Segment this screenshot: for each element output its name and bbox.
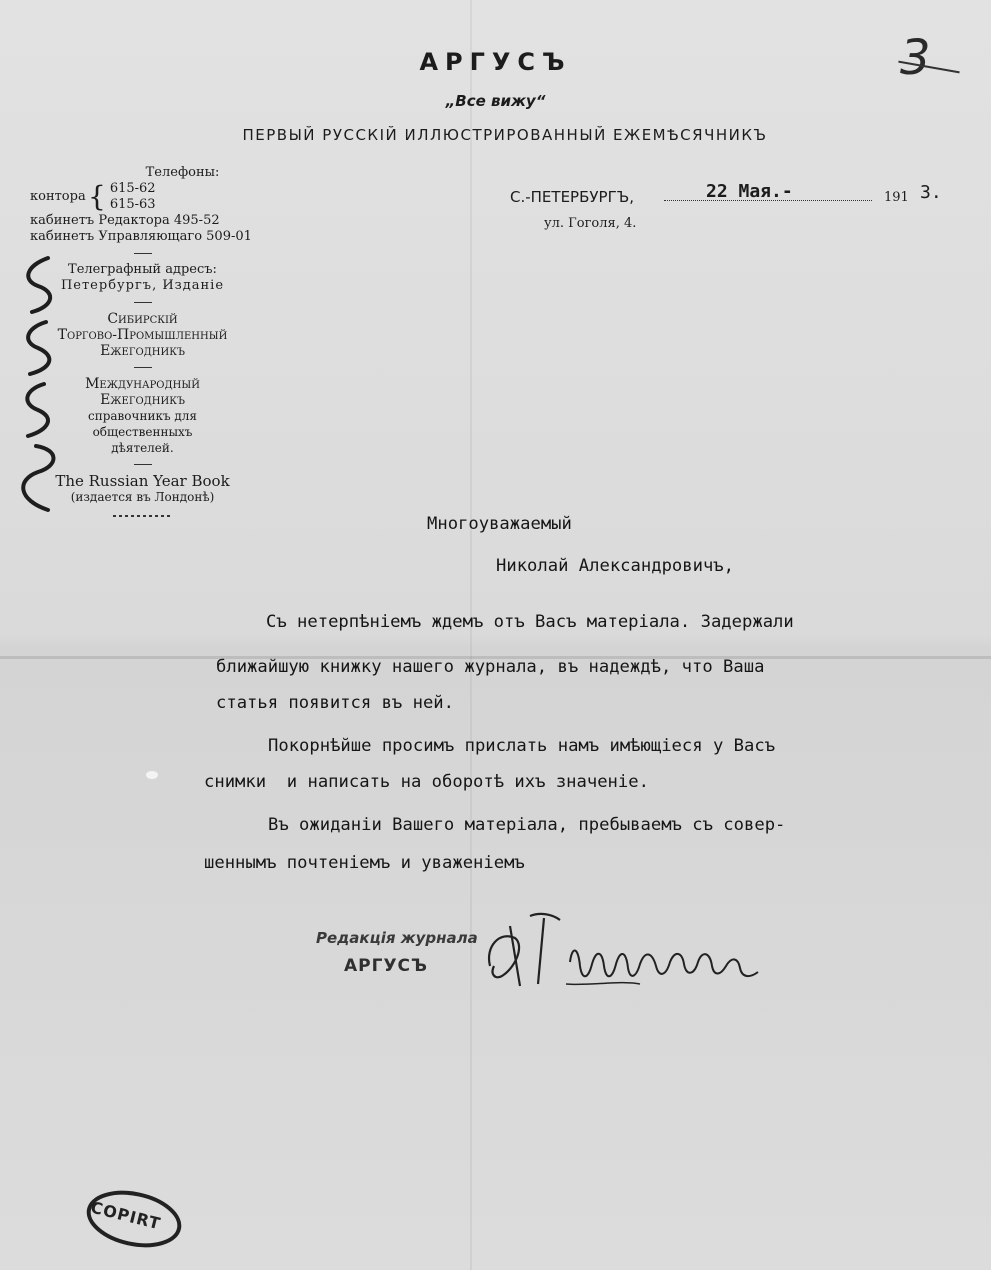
- handwritten-signature: [470, 906, 770, 996]
- page-number: 3: [900, 30, 931, 86]
- manager-phone: кабинетъ Управляющаго 509-01: [30, 229, 252, 244]
- telegraph-address: Петербургъ, Изданіе: [60, 278, 225, 293]
- fold-crease-vertical: [470, 0, 472, 1270]
- divider: [134, 464, 152, 465]
- copy-stamp-text: COPIRT: [88, 1197, 163, 1234]
- editor-phone: кабинетъ Редактора 495-52: [30, 213, 220, 228]
- intl-yearbook-line-4: общественныхъ: [92, 425, 193, 439]
- russian-year-book-note: (издается въ Лондонѣ): [70, 490, 215, 504]
- office-phone-list: [110, 181, 156, 213]
- body-line: снимки и написать на оборотѣ ихъ значеніе.: [204, 772, 649, 792]
- divider: [134, 253, 152, 254]
- city-label: С.-ПЕТЕРБУРГЪ,: [510, 188, 634, 206]
- editorial-stamp-line-2: АРГУСЪ: [344, 956, 429, 976]
- year-typed: 3.: [920, 182, 942, 203]
- russian-year-book: The Russian Year Book: [55, 472, 230, 490]
- body-line: Съ нетерпѣніемъ ждемъ отъ Васъ матеріала. Задержали: [266, 612, 794, 632]
- siberian-yearbook-line-1: Сибирскій: [107, 311, 178, 327]
- office-phone-2: 615-63: [109, 197, 156, 212]
- office-label: контора: [30, 189, 86, 204]
- intl-yearbook-line-3: справочникъ для: [88, 409, 197, 423]
- body-line: ближайшую книжку нашего журнала, въ надеждѣ, что Ваша: [216, 657, 765, 677]
- paper-speck: [146, 771, 158, 779]
- siberian-yearbook-line-2: Торгово-Промышленный: [57, 327, 228, 343]
- phones-title: Телефоны:: [145, 165, 220, 180]
- body-line: Покорнѣйше просимъ прислать намъ имѣющіеся у Васъ: [268, 736, 776, 756]
- intl-yearbook-line-5: дѣятелей.: [111, 441, 174, 455]
- body-line: статья появится въ ней.: [216, 693, 454, 713]
- body-line: шеннымъ почтеніемъ и уваженіемъ: [204, 853, 525, 873]
- divider: [134, 302, 152, 303]
- editorial-stamp-line-1: Редакція журнала: [316, 929, 478, 947]
- year-printed: 191: [884, 190, 909, 205]
- brace-glyph: {: [88, 180, 106, 213]
- telegraph-title: Телеграфный адресъ:: [68, 262, 217, 277]
- intl-yearbook-line-1: Международный: [85, 376, 200, 392]
- office-phone-1: 615-62: [109, 181, 156, 196]
- intl-yearbook-line-2: Ежегодникъ: [100, 392, 185, 408]
- letterhead-motto: „Все вижу“: [445, 92, 546, 110]
- letter-date: 22 Мая.-: [706, 181, 793, 202]
- margin-handwritten-note: [8, 240, 68, 520]
- siberian-yearbook-line-3: Ежегодникъ: [100, 343, 185, 359]
- salutation-line-2: Николай Александровичъ,: [496, 556, 734, 576]
- letterhead-title: АРГУСЪ: [419, 48, 572, 76]
- divider: [134, 367, 152, 368]
- salutation-line-1: Многоуважаемый: [427, 514, 572, 534]
- office-phones: [30, 181, 255, 213]
- ornament-rule: [113, 515, 173, 517]
- letterhead-subtitle: ПЕРВЫЙ РУССКІЙ ИЛЛЮСТРИРОВАННЫЙ ЕЖЕМѢСЯЧНИКЪ: [242, 126, 768, 144]
- street-address: ул. Гоголя, 4.: [544, 216, 637, 231]
- body-line: Въ ожиданіи Вашего матеріала, пребываемъ съ совер-: [268, 815, 786, 835]
